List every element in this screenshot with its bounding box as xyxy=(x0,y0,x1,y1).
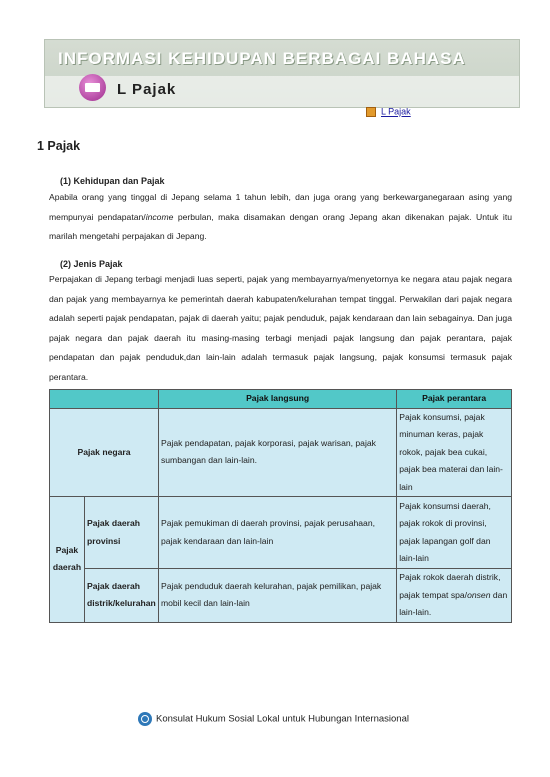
footer-text: Konsulat Hukum Sosial Lokal untuk Hubungan Internasional xyxy=(156,713,409,725)
section-1-text-italic: income xyxy=(145,211,174,222)
breadcrumb-link[interactable]: L Pajak xyxy=(381,106,411,117)
row-label-municipal: Pajak daerah distrik/kelurahan xyxy=(84,569,158,623)
prefecture-direct: Pajak pemukiman di daerah provinsi, pajak perusahaan, pajak kendaraan dan lain-lain xyxy=(158,497,396,569)
section-1-title: (1) Kehidupan dan Pajak xyxy=(60,176,165,186)
national-direct: Pajak pendapatan, pajak korporasi, pajak warisan, pajak sumbangan dan lain-lain. xyxy=(158,408,396,497)
section-1-text xyxy=(49,188,512,247)
national-indirect: Pajak konsumsi, pajak minuman keras, pajak rokok, pajak bea cukai, pajak bea materai dan lain-lain xyxy=(397,408,512,497)
banner-subtitle: L Pajak xyxy=(117,81,177,98)
municipal-indirect-italic: onsen xyxy=(467,589,491,600)
header-banner xyxy=(44,39,520,108)
globe-logo-icon xyxy=(138,712,152,726)
municipal-indirect-a: Pajak rokok daerah distrik, pajak tempat spa/ xyxy=(399,572,501,600)
section-2-text: Perpajakan di Jepang terbagi menjadi luas seperti, pajak yang membayarnya/menyetornya ke negara atau pajak negara dan pajak yang membayarnya ke pemerintah daerah kabupaten/kelurahan tempat tinggal. Perwakilan dari pajak negara adalah seperti pajak pendapatan, pajak di daerah yaitu; pajak penduduk, pajak kendaraan dan lain sebagainya. Dan juga pajak negara dan pajak daerah itu masing-masing terbagi menjadi pajak langsung dan pajak perantara, pajak pendapatan dan pajak penduduk,dan lain-lain adalah termasuk pajak langsung, pajak konsumsi termasuk pajak perantara. xyxy=(49,274,512,382)
banner-title: INFORMASI KEHIDUPAN BERBAGAI BAHASA xyxy=(58,49,466,68)
section-1-text-b: perbulan, maka disamakan dengan orang Jepang akan dikenakan pajak. Untuk itu marilah mengetahi perpajakan di Jepang. xyxy=(49,211,513,241)
arrow-bullet-icon xyxy=(366,107,376,117)
municipal-indirect-b: dan lain-lain. xyxy=(399,589,508,617)
section-1-text-a: Apabila orang yang tinggal di Jepang selama 1 tahun lebih, dan juga orang yang berkewarganegaraan asing yang mempunyai pendapatan/ xyxy=(49,192,512,222)
page-title: 1 Pajak xyxy=(37,139,81,153)
section-2-title: (2) Jenis Pajak xyxy=(60,259,123,269)
footer xyxy=(138,712,409,726)
col-header-indirect: Pajak perantara xyxy=(397,390,512,409)
prefecture-indirect: Pajak konsumsi daerah, pajak rokok di provinsi, pajak lapangan golf dan lain-lain xyxy=(397,497,512,569)
table-corner xyxy=(50,390,159,409)
breadcrumb xyxy=(366,106,411,117)
logo-icon xyxy=(79,74,106,101)
row-label-local: Pajak daerah xyxy=(50,497,85,623)
municipal-direct: Pajak penduduk daerah kelurahan, pajak pemilikan, pajak mobil kecil dan lain-lain xyxy=(158,569,396,623)
row-label-national: Pajak negara xyxy=(50,408,159,497)
row-label-prefecture: Pajak daerah provinsi xyxy=(84,497,158,569)
col-header-direct: Pajak langsung xyxy=(158,390,396,409)
municipal-indirect xyxy=(397,569,512,623)
tax-table xyxy=(49,389,512,623)
